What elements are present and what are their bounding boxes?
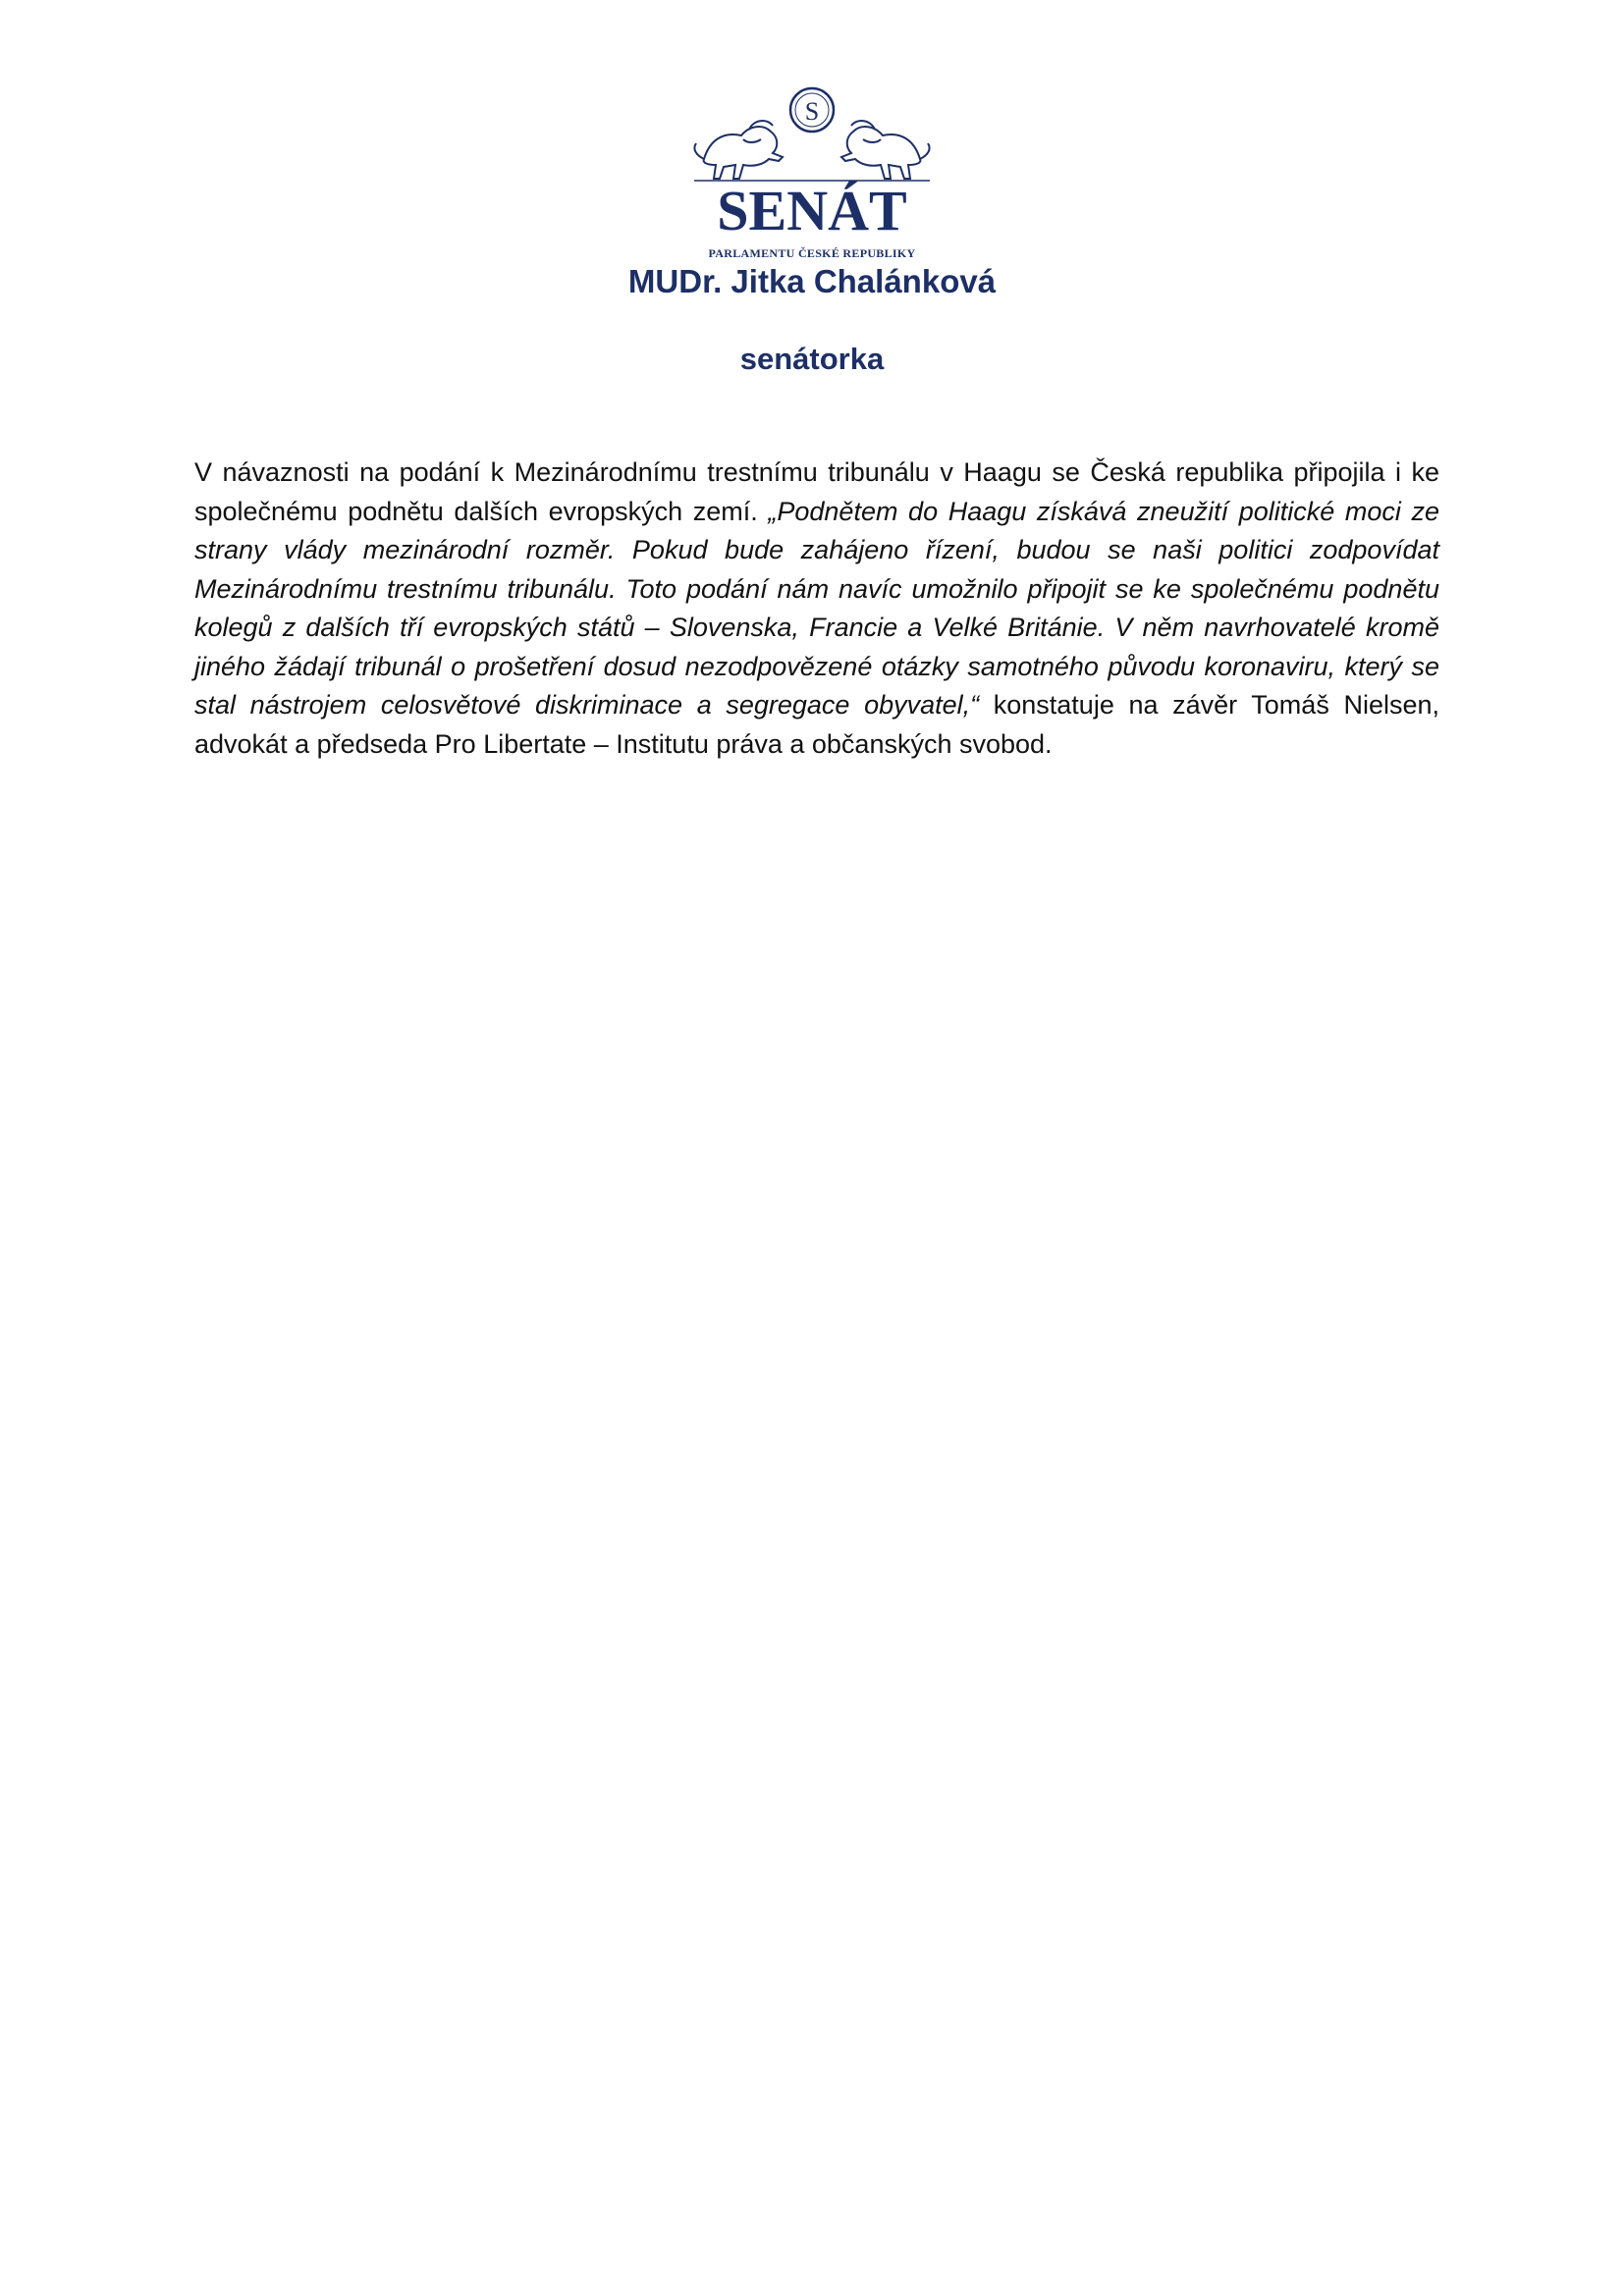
senate-emblem-icon [684, 80, 940, 247]
senator-name: MUDr. Jitka Chalánková [627, 263, 997, 299]
logo-wordmark: SENÁT [717, 179, 907, 242]
logo-subtitle: PARLAMENTU ČESKÉ REPUBLIKY [708, 246, 916, 260]
body-outro: konstatuje na závěr Tomáš Nielsen, advokát a předseda Pro Libertate – Institutu práva a občanských svobod. [194, 690, 1439, 759]
senator-role: senátorka [739, 342, 885, 376]
body-intro: V návaznosti na podání k Mezinárodnímu trestnímu tribunálu v Haagu se Česká republika připojila i ke společnému podnětu dalších evropských zemí. [194, 457, 1439, 526]
senate-logo [0, 80, 1624, 261]
body-quote: „Podnětem do Haagu získává zneužití politické moci ze strany vlády mezinárodní rozměr. Pokud bude zahájeno řízení, budou se naši politici zodpovídat Mezinárodnímu trestnímu tribunálu. Toto podání nám navíc umožnilo připojit se ke společnému podnětu kolegů z dalších tří evropských států – Slovenska, Francie a Velké Británie. V něm navrhovatelé kromě jiného žádají tribunál o prošetření dosud nezodpovězené otázky samotného původu koronaviru, který se stal nástrojem celosvětové diskriminace a segregace obyvatel,“ [194, 496, 1439, 720]
svg-text:S: S [804, 97, 820, 126]
body-paragraph [194, 454, 1439, 764]
